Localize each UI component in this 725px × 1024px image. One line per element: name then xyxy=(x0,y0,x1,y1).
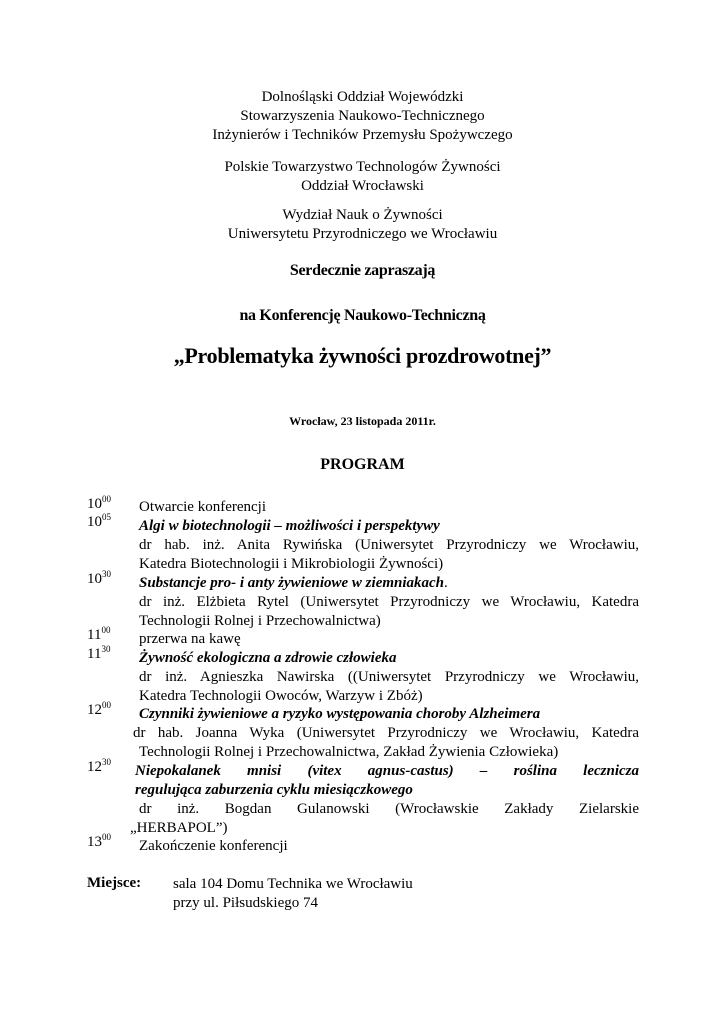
organizer-block-2 xyxy=(0,158,725,196)
time-label: $10^{30}$ xyxy=(87,569,111,587)
program-item-text: Zakończenie konferencji xyxy=(139,838,288,854)
time-label: $13^{00}$ xyxy=(87,832,111,850)
invitation-line-1: Serdecznie zapraszają xyxy=(289,262,436,279)
conference-title: „Problematyka żywności prozdrowotnej” xyxy=(173,343,552,368)
speaker-line: Technologii Rolnej i Przechowalnictwa) xyxy=(139,613,381,629)
date-line: Wrocław, 23 listopada 2011r. xyxy=(289,414,436,428)
invitation-line-2: na Konferencję Naukowo-Techniczną xyxy=(239,307,486,324)
speaker-line: Technologii Rolnej i Przechowalnictwa, Zakład Żywienia Człowieka) xyxy=(139,744,559,760)
speaker-line: „HERBAPOL”) xyxy=(130,820,228,836)
talk-title: Substancje pro- i anty żywieniowe w ziemniakach xyxy=(139,575,445,591)
talk-title: Niepokalanek mnisi (vitex agnus-castus) – roślina lecznicza xyxy=(135,763,639,779)
program-item-text: Otwarcie konferencji xyxy=(139,499,267,515)
speaker-line: dr hab. inż. Anita Rywińska (Uniwersytet Przyrodniczy we Wrocławiu, xyxy=(139,537,639,553)
organizer-line: Polskie Towarzystwo Technologów Żywności xyxy=(224,159,501,175)
organizer-line: Oddział Wrocławski xyxy=(301,178,424,194)
speaker-line: Katedra Technologii Owoców, Warzyw i Zbóż) xyxy=(139,688,423,704)
talk-title-line xyxy=(139,574,448,593)
organizer-line: Inżynierów i Techników Przemysłu Spożywczego xyxy=(212,127,513,143)
place-label: Miejsce: xyxy=(87,875,142,891)
talk-title-suffix: . xyxy=(444,575,448,591)
talk-title: Czynniki żywieniowe a ryzyko występowania choroby Alzheimera xyxy=(139,706,541,722)
organizer-block-1 xyxy=(0,88,725,145)
speaker-line: dr inż. Agnieszka Nawirska ((Uniwersytet Przyrodniczy we Wrocławiu, xyxy=(139,669,639,685)
organizer-line: Wydział Nauk o Żywności xyxy=(282,207,443,223)
talk-title: Żywność ekologiczna a zdrowie człowieka xyxy=(139,650,397,666)
speaker-line: dr hab. Joanna Wyka (Uniwersytet Przyrodniczy we Wrocławiu, Katedra xyxy=(133,725,639,741)
organizer-block-3 xyxy=(0,206,725,244)
time-label: $10^{05}$ xyxy=(87,512,111,530)
place-line: przy ul. Piłsudskiego 74 xyxy=(173,895,318,911)
program-heading: PROGRAM xyxy=(320,456,405,473)
talk-title: regulująca zaburzenia cyklu miesiączkowego xyxy=(135,782,413,798)
time-label: $11^{00}$ xyxy=(87,625,111,643)
speaker-line: dr inż. Elżbieta Rytel (Uniwersytet Przyrodniczy we Wrocławiu, Katedra xyxy=(139,594,639,610)
talk-title: Algi w biotechnologii – możliwości i perspektywy xyxy=(139,518,440,534)
organizer-line: Stowarzyszenia Naukowo-Technicznego xyxy=(240,108,485,124)
time-label: $12^{30}$ xyxy=(87,757,111,775)
speaker-line: Katedra Biotechnologii i Mikrobiologii Żywności) xyxy=(139,556,444,572)
time-label: $11^{30}$ xyxy=(87,644,111,662)
time-label: $12^{00}$ xyxy=(87,700,111,718)
time-label: $10^{00}$ xyxy=(87,494,111,512)
organizer-line: Uniwersytetu Przyrodniczego we Wrocławiu xyxy=(227,226,498,242)
organizer-line: Dolnośląski Oddział Wojewódzki xyxy=(261,89,464,105)
speaker-line: dr inż. Bogdan Gulanowski (Wrocławskie Zakłady Zielarskie xyxy=(139,801,639,817)
place-address xyxy=(173,875,413,913)
program-item-text: przerwa na kawę xyxy=(139,631,241,647)
place-line: sala 104 Domu Technika we Wrocławiu xyxy=(173,876,413,892)
